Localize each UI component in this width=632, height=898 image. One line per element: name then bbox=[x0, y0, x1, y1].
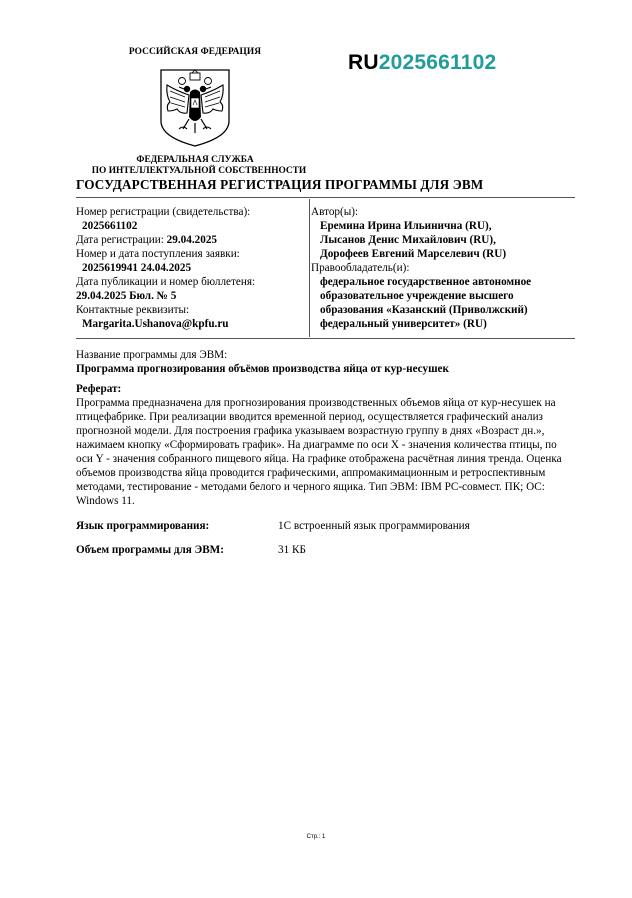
holder-line: образования «Казанский (Приволжский) bbox=[320, 304, 528, 316]
reg-date-value: 29.04.2025 bbox=[166, 234, 217, 246]
reg-number-label: Номер регистрации (свидетельства): bbox=[76, 206, 251, 218]
coat-of-arms-icon bbox=[157, 67, 233, 148]
publication-value: 29.04.2025 Бюл. № 5 bbox=[76, 290, 177, 302]
column-divider bbox=[309, 199, 310, 337]
size-label: Объем программы для ЭВМ: bbox=[76, 544, 224, 556]
holder-line: федеральное государственное автономное bbox=[320, 276, 532, 288]
holder-line: образовательное учреждение высшего bbox=[320, 290, 514, 302]
language-value: 1С встроенный язык программирования bbox=[278, 520, 470, 532]
author-item: Лысанов Денис Михайлович (RU), bbox=[320, 234, 496, 246]
number-digits: 2025661102 bbox=[378, 51, 497, 74]
agency-name-line-1: ФЕДЕРАЛЬНАЯ СЛУЖБА bbox=[136, 155, 254, 165]
contact-email[interactable]: Margarita.Ushanova@kpfu.ru bbox=[82, 318, 229, 330]
application-value: 2025619941 24.04.2025 bbox=[82, 262, 192, 274]
registration-number bbox=[348, 51, 496, 75]
divider-middle bbox=[76, 338, 575, 339]
program-name-value: Программа прогнозирования объёмов производства яйца от кур-несушек bbox=[76, 363, 449, 375]
reg-date-label: Дата регистрации: bbox=[76, 234, 164, 246]
size-value: 31 КБ bbox=[278, 544, 306, 556]
page-number: Стр.: 1 bbox=[306, 834, 326, 840]
country-code: RU bbox=[348, 51, 379, 74]
application-label: Номер и дата поступления заявки: bbox=[76, 248, 240, 260]
holder-line: федеральный университет» (RU) bbox=[320, 318, 487, 330]
contact-label: Контактные реквизиты: bbox=[76, 304, 190, 316]
author-item: Еремина Ирина Ильинична (RU), bbox=[320, 220, 492, 232]
author-item: Дорофеев Евгений Марселевич (RU) bbox=[320, 248, 507, 260]
holder-label: Правообладатель(и): bbox=[311, 262, 410, 274]
divider-top bbox=[76, 197, 575, 198]
reg-date-row bbox=[76, 233, 217, 247]
abstract-text: Программа предназначена для прогнозирования производственных объемов яйца от кур-несушек на птицефабрике. При реализации вводится временной период, осуществляется графический анализ прогнозной модели. Для построения графика указываем возрастную группу в днях «Возраст дн.», нажимаем кнопку «Сформировать график». На диаграмме по оси X - значения количества птицы, по оси Y - значения собранного пищевого яйца. На графике отображена расчётная линия тренда. Оценка объемов производства яйца проводится графическими, аппромакимационным и ретроспективным методами, тестирование - методами белого и черного ящика. Тип ЭВМ: IBM PC-совмест. ПК; ОС: Windows 11. bbox=[76, 397, 562, 507]
reg-number-value: 2025661102 bbox=[82, 220, 138, 232]
authors-label: Автор(ы): bbox=[311, 206, 359, 218]
publication-label: Дата публикации и номер бюллетеня: bbox=[76, 276, 256, 288]
agency-name-line-2: ПО ИНТЕЛЛЕКТУАЛЬНОЙ СОБСТВЕННОСТИ bbox=[91, 166, 307, 176]
language-label: Язык программирования: bbox=[76, 520, 210, 532]
abstract-label: Реферат: bbox=[76, 383, 122, 395]
document-title: ГОСУДАРСТВЕННАЯ РЕГИСТРАЦИЯ ПРОГРАММЫ ДЛЯ ЭВМ bbox=[76, 177, 484, 192]
country-name: РОССИЙСКАЯ ФЕДЕРАЦИЯ bbox=[128, 47, 262, 57]
program-name-label: Название программы для ЭВМ: bbox=[76, 349, 228, 361]
